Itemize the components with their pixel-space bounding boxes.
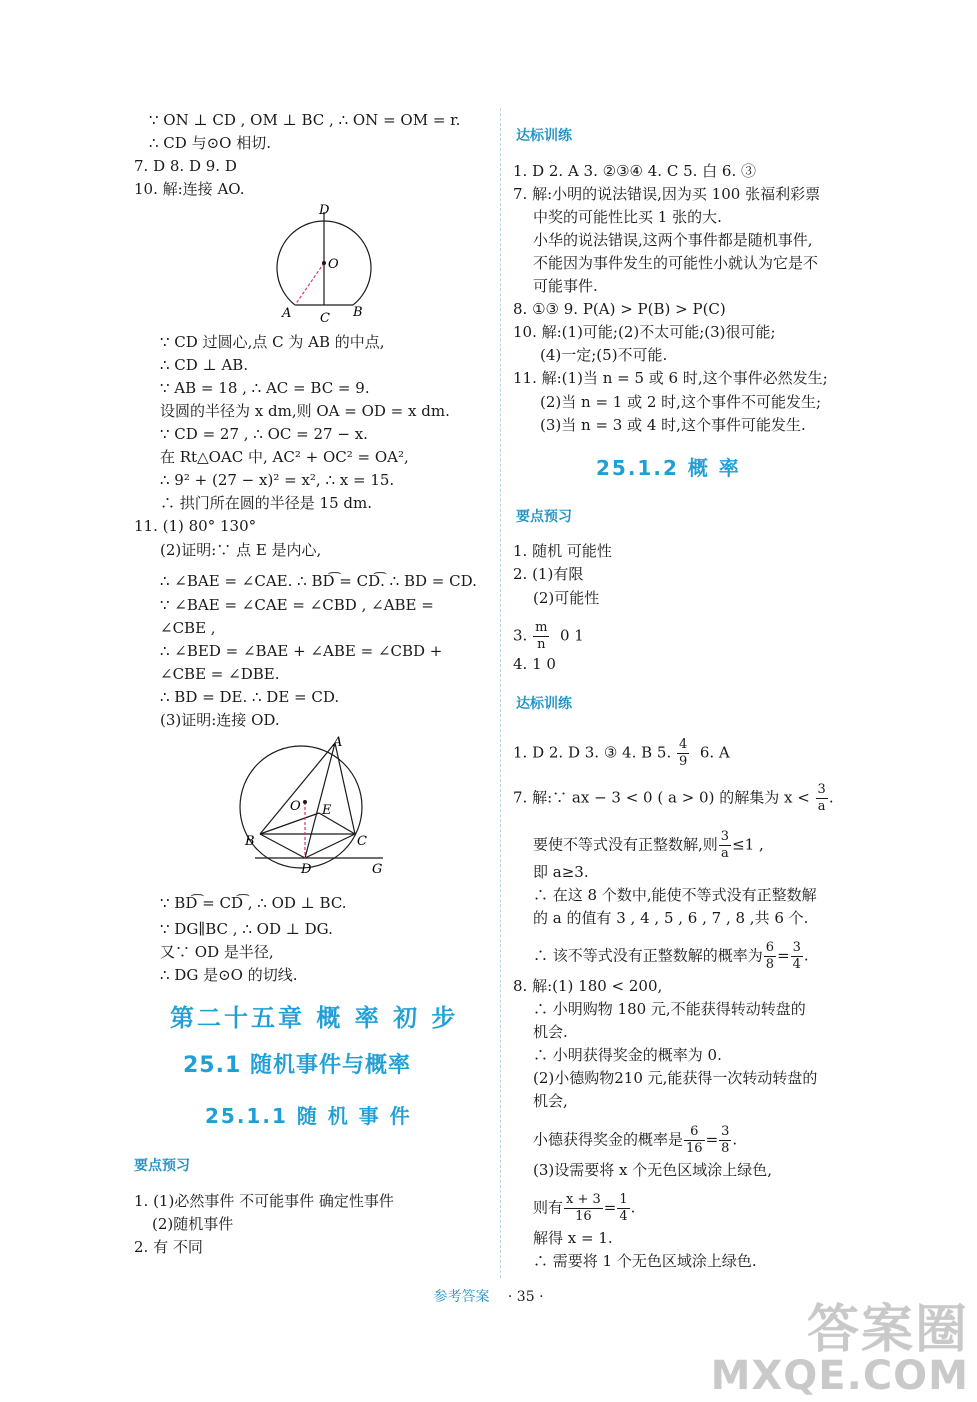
text-line: 1. 随机 可能性 (513, 542, 612, 560)
text-line (533, 940, 809, 973)
subsection-title: 25.1.1 随 机 事 件 (205, 1104, 412, 1128)
label-E: E (322, 803, 332, 818)
label-C: C (357, 834, 367, 849)
label-A: A (282, 306, 292, 321)
text-segment: 7. 解:∵ ax − 3 < 0 ( a > 0) 的解集为 x < (513, 788, 810, 807)
fraction (533, 620, 549, 653)
text-line: 可能事件. (533, 277, 598, 295)
text-line: 即 a≥3. (533, 863, 589, 881)
text-segment: . (732, 1130, 738, 1149)
text-line: 机会. (533, 1023, 568, 1041)
text-line: ∠CBE , (160, 619, 216, 637)
fraction (791, 940, 803, 973)
numerator: 6 (684, 1124, 705, 1141)
section-label: 达标训练 (516, 696, 572, 712)
text-line: 7. 解:小明的说法错误,因为买 100 张福利彩票 (513, 185, 821, 203)
text-line (513, 782, 834, 815)
text-line: 8. ①③ 9. P(A) > P(B) > P(C) (513, 300, 726, 318)
text-line: ∴ 拱门所在圆的半径是 15 dm. (160, 494, 372, 512)
label-D: D (301, 862, 312, 877)
text-segment: 要使不等式没有正整数解,则 (533, 835, 718, 854)
label-B: B (353, 305, 363, 320)
denominator: n (537, 637, 546, 652)
label-O: O (328, 257, 339, 272)
denominator: 8 (721, 1141, 730, 1156)
watermark-line: MXQE.COM (710, 1353, 969, 1399)
text-line: 2. 有 不同 (134, 1238, 203, 1256)
text-line: ∴ CD 与⊙O 相切. (149, 134, 271, 152)
figure-inscribed-triangle (235, 730, 395, 880)
text-line (513, 737, 730, 770)
text-line: ∵ ON ⊥ CD , OM ⊥ BC , ∴ ON = OM = r. (149, 111, 461, 129)
text-line: 设圆的半径为 x dm,则 OA = OD = x dm. (160, 402, 450, 420)
numerator: 6 (765, 940, 775, 955)
text-line: 1. (1)必然事件 不可能事件 确定性事件 (134, 1192, 394, 1210)
fraction (564, 1192, 603, 1225)
fraction (719, 829, 731, 862)
text-line: (3)当 n = 3 或 4 时,这个事件可能发生. (540, 416, 806, 434)
watermark-line: 答案圈 (806, 1300, 969, 1360)
text-line: 8. 解:(1) 180 < 200, (513, 977, 663, 995)
text-line: 不能因为事件发生的可能性小就认为它是不 (533, 254, 819, 272)
numerator: m (535, 620, 548, 635)
text-line: ∴ 在这 8 个数中,能使不等式没有正整数解 (533, 886, 817, 904)
text-line: ∵ ∠BAE = ∠CAE = ∠CBD , ∠ABE = (160, 596, 434, 614)
label-B: B (245, 834, 255, 849)
text-segment: ∴ 该不等式没有正整数解的概率为 (533, 946, 763, 965)
denominator: a (721, 846, 729, 861)
watermark-logo (710, 1300, 969, 1399)
denominator: 4 (619, 1209, 628, 1224)
section-label: 要点预习 (516, 509, 572, 525)
subsection-title: 25.1.2 概 率 (596, 456, 741, 480)
fraction (719, 1124, 731, 1157)
text-segment: . (630, 1198, 636, 1217)
text-line: (3)证明:连接 OD. (160, 711, 280, 729)
text-line: ∴ ∠BED = ∠BAE + ∠ABE = ∠CBD + (160, 642, 443, 660)
text-line: (2)当 n = 1 或 2 时,这个事件不可能发生; (540, 393, 821, 411)
fraction (684, 1124, 705, 1157)
text-line: 2. (1)有限 (513, 565, 584, 583)
text-segment: 3. (513, 626, 528, 645)
text-line: ∴ BD = DE. ∴ DE = CD. (160, 688, 340, 706)
text-line: 11. 解:(1)当 n = 5 或 6 时,这个事件必然发生; (513, 369, 828, 387)
text-line: (2)可能性 (533, 589, 600, 607)
fraction (816, 782, 828, 815)
page-number: · 35 · (507, 1289, 544, 1305)
text-line: ∵ CD 过圆心,点 C 为 AB 的中点, (160, 333, 385, 351)
text-line: (3)设需要将 x 个无色区域涂上绿色, (533, 1161, 773, 1179)
text-segment: 1. D 2. D 3. ③ 4. B 5. (513, 743, 672, 762)
label-A: A (333, 735, 343, 750)
text-line: ∵ CD = 27 , ∴ OC = 27 − x. (160, 425, 368, 443)
chapter-title: 第二十五章 概 率 初 步 (170, 1004, 459, 1032)
text-segment: ≤1 , (732, 835, 764, 854)
label-G: G (372, 862, 383, 877)
section-label: 达标训练 (516, 128, 572, 144)
fraction (677, 737, 689, 770)
text-segment: = (603, 1198, 617, 1217)
text-line: ∵ BD͡ = CD͡ , ∴ OD ⊥ BC. (160, 894, 347, 912)
text-line: ∵ AB = 18 , ∴ AC = BC = 9. (160, 379, 370, 397)
numerator: 1 (619, 1192, 628, 1207)
text-segment: 0 1 (559, 626, 584, 645)
numerator: 3 (721, 1124, 730, 1139)
text-line: 4. 1 0 (513, 655, 556, 673)
text-line: 10. 解:连接 AO. (134, 180, 245, 198)
denominator: 16 (575, 1209, 592, 1224)
fraction (617, 1192, 629, 1225)
text-line: ∴ 小明获得奖金的概率为 0. (533, 1046, 722, 1064)
text-line: (2)小德购物210 元,能获得一次转动转盘的 (533, 1069, 818, 1087)
text-line: 又∵ OD 是半径, (160, 943, 274, 961)
text-segment: = (705, 1130, 719, 1149)
denominator: 8 (765, 957, 775, 972)
label-O: O (290, 799, 301, 814)
footer-label: 参考答案 (433, 1289, 490, 1305)
denominator: 16 (686, 1141, 703, 1156)
text-line: (4)一定;(5)不可能. (540, 346, 668, 364)
text-segment: 6. A (699, 743, 730, 762)
text-segment: 则有 (533, 1198, 564, 1217)
text-line: ∠CBE = ∠DBE. (160, 665, 280, 683)
label-C: C (320, 311, 330, 325)
text-line: 小华的说法错误,这两个事件都是随机事件, (533, 231, 813, 249)
numerator: 4 (679, 737, 688, 752)
text-line: 的 a 的值有 3 , 4 , 5 , 6 , 7 , 8 ,共 6 个. (533, 909, 809, 927)
denominator: a (817, 799, 826, 814)
text-line: 中奖的可能性比买 1 张的大. (533, 208, 722, 226)
text-line: ∴ CD ⊥ AB. (160, 356, 249, 374)
fraction (764, 940, 776, 973)
text-line: 机会, (533, 1092, 568, 1110)
text-line (533, 1124, 737, 1157)
text-line (533, 829, 764, 862)
numerator: x + 3 (566, 1192, 601, 1207)
text-line (513, 620, 584, 653)
text-segment: . (803, 946, 809, 965)
numerator: 3 (817, 782, 826, 797)
column-divider (500, 108, 501, 1278)
text-line: 1. D 2. A 3. ②③④ 4. C 5. 白 6. ③ (513, 162, 756, 180)
section-label: 要点预习 (134, 1158, 190, 1174)
text-line: 10. 解:(1)可能;(2)不太可能;(3)很可能; (513, 323, 776, 341)
text-line: ∴ ∠BAE = ∠CAE. ∴ BD͡ = CD͡. ∴ BD = CD. (160, 572, 477, 590)
text-line: 解得 x = 1. (533, 1229, 613, 1247)
text-line: 7. D 8. D 9. D (134, 157, 237, 175)
text-line: 在 Rt△OAC 中, AC² + OC² = OA², (160, 448, 409, 466)
text-line: ∴ 小明购物 180 元,不能获得转动转盘的 (533, 1000, 806, 1018)
text-line: ∴ DG 是⊙O 的切线. (160, 966, 298, 984)
text-line: ∴ 9² + (27 − x)² = x², ∴ x = 15. (160, 471, 395, 489)
numerator: 3 (792, 940, 801, 955)
label-D: D (319, 203, 330, 218)
text-line: 11. (1) 80° 130° (134, 517, 257, 535)
text-segment: 小德获得奖金的概率是 (533, 1130, 684, 1149)
text-segment: = (777, 946, 790, 965)
text-line (533, 1192, 635, 1225)
denominator: 9 (679, 754, 688, 769)
denominator: 4 (792, 957, 801, 972)
text-line: ∴ 需要将 1 个无色区域涂上绿色. (533, 1252, 757, 1270)
text-line: (2)随机事件 (152, 1215, 234, 1233)
text-line: (2)证明:∵ 点 E 是内心, (160, 541, 322, 559)
text-line: ∵ DG∥BC , ∴ OD ⊥ DG. (160, 920, 333, 938)
text-segment: . (828, 788, 834, 807)
figure-arch-circle (265, 200, 385, 325)
numerator: 3 (720, 829, 730, 844)
section-title: 25.1 随机事件与概率 (183, 1053, 411, 1078)
